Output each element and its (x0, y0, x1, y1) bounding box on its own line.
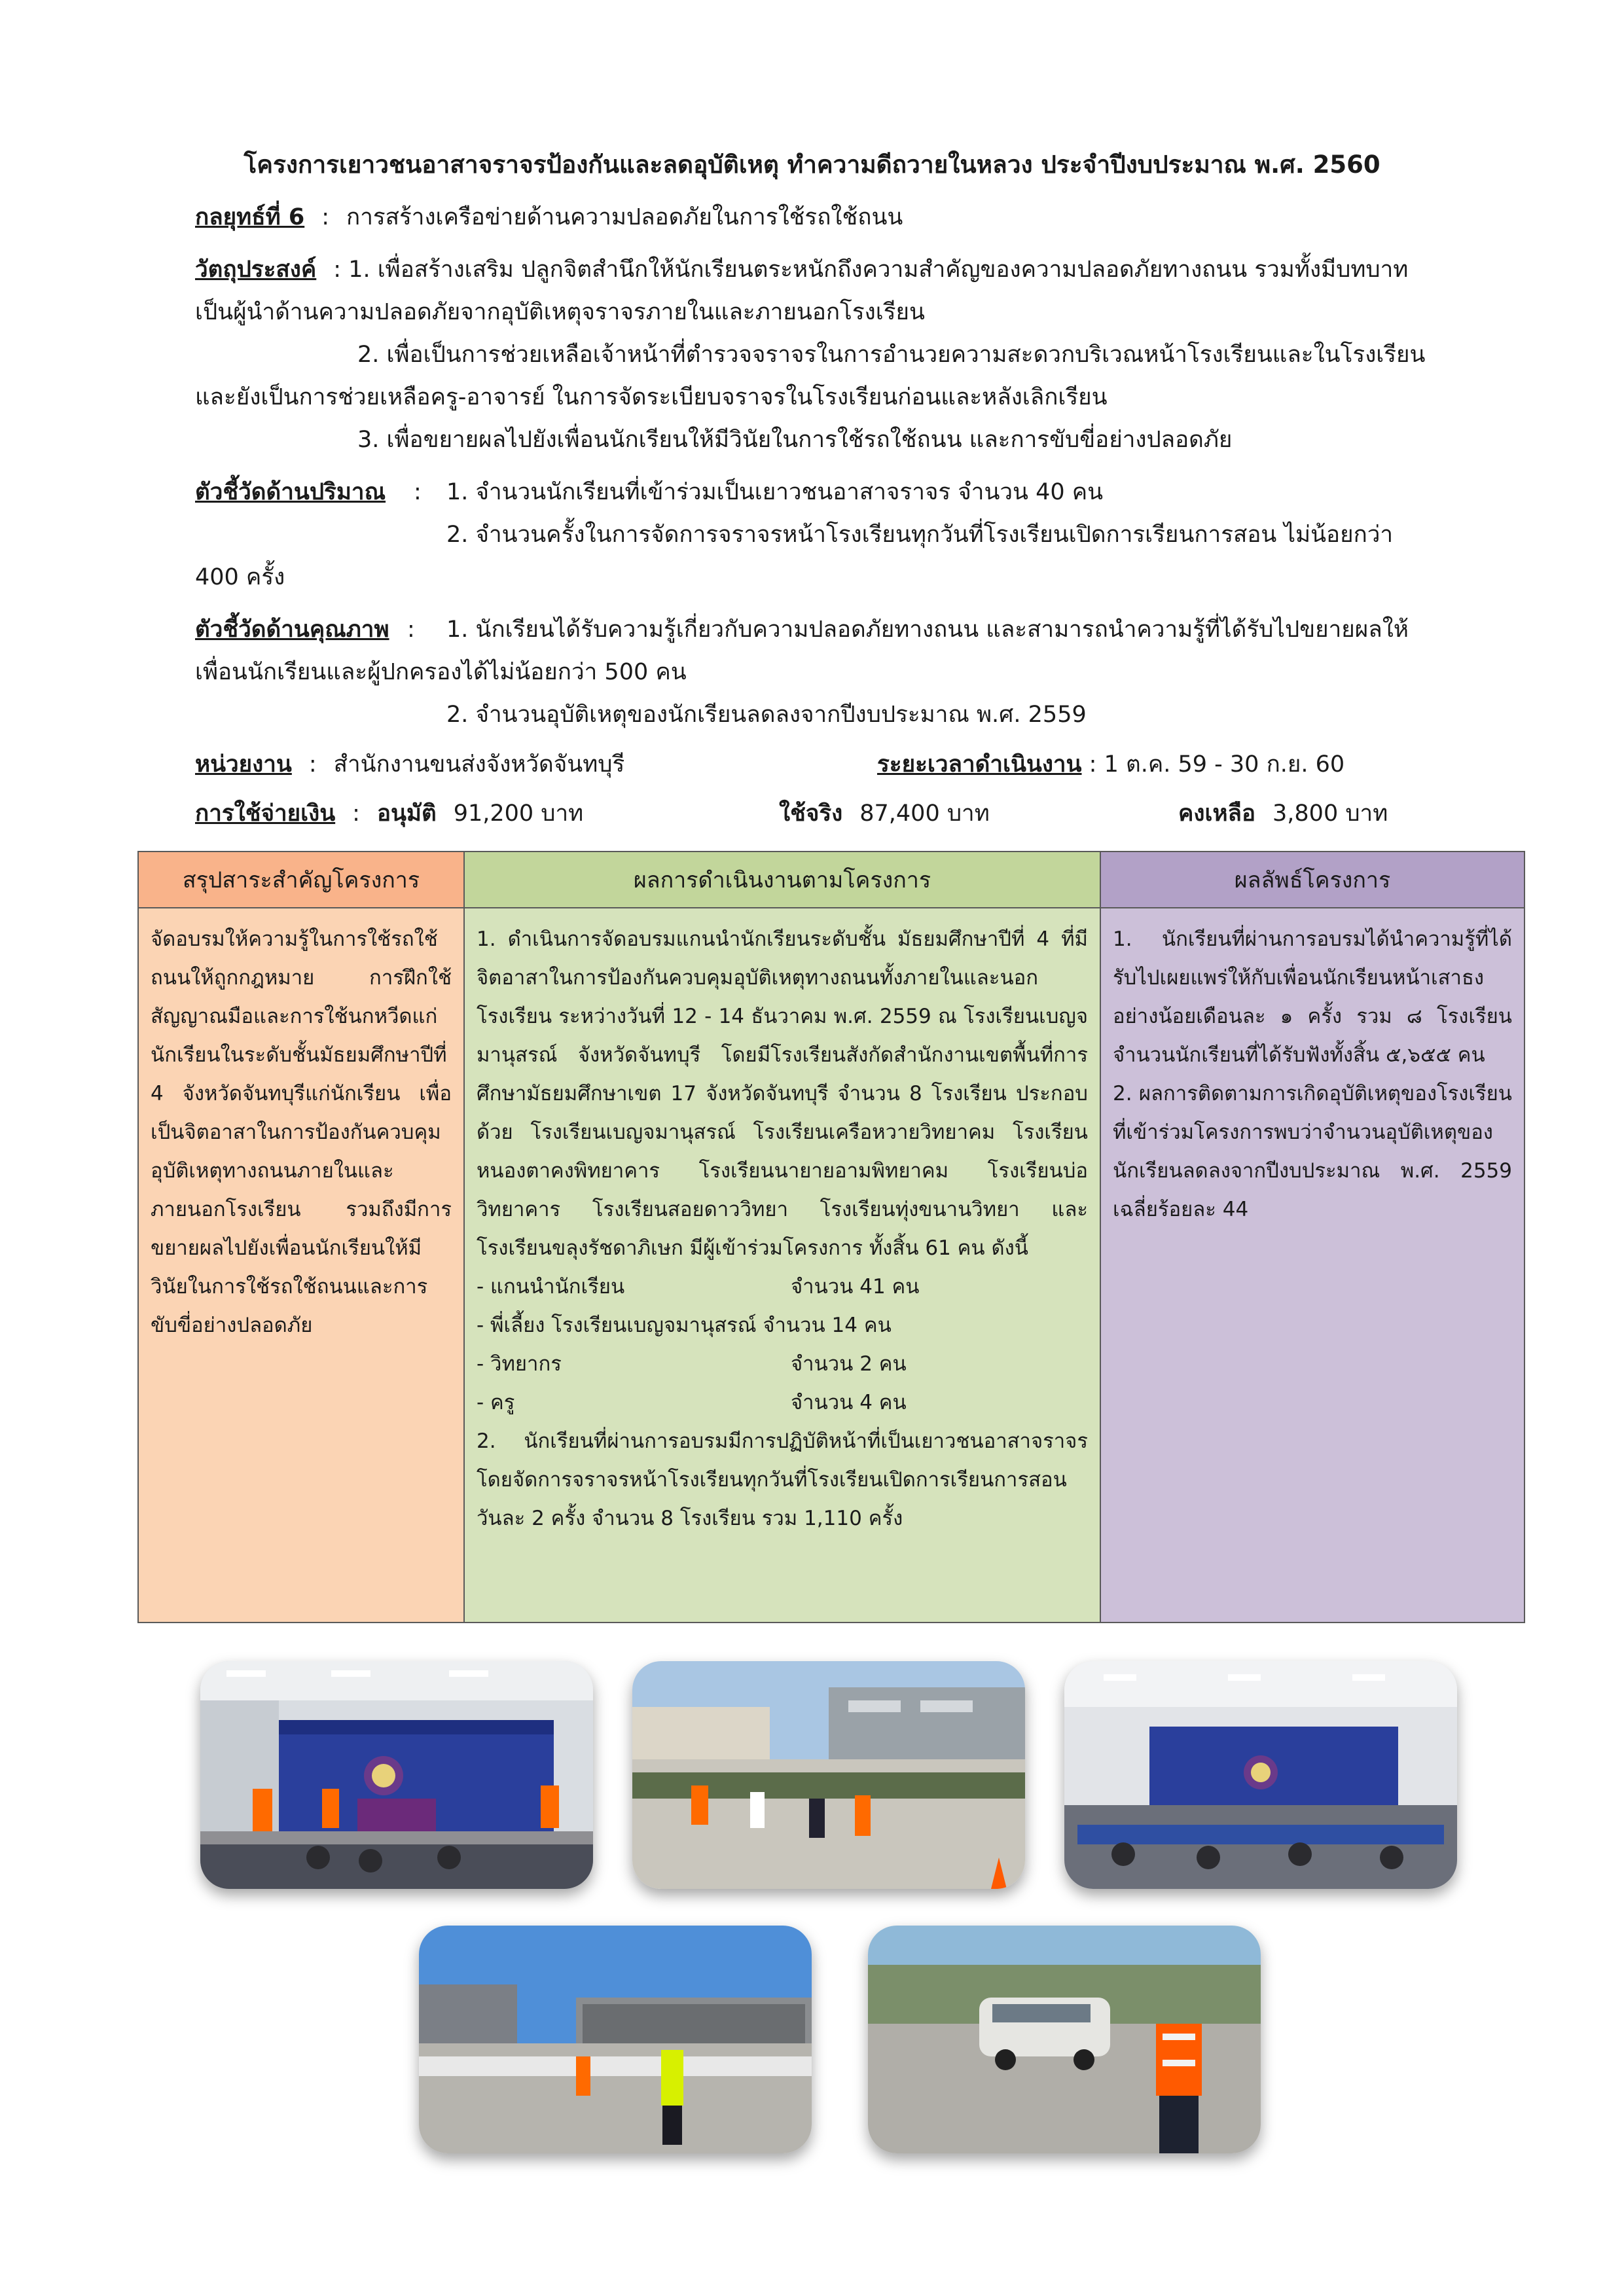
quantity-label: ตัวชี้วัดด้านปริมาณ (195, 479, 386, 505)
header-results: ผลการดำเนินงานตามโครงการ (464, 852, 1100, 908)
budget-approved-value: 91,200 บาท (453, 800, 584, 827)
participant-count: จำนวน 2 คน (791, 1352, 907, 1376)
training-hall-image (200, 1661, 593, 1889)
participant-item (477, 1384, 1088, 1422)
outcomes-cell (1100, 908, 1525, 1623)
participant-item (477, 1268, 1088, 1306)
quantity-line: 2. จำนวนครั้งในการจัดการจราจรหน้าโรงเรียนทุกวันที่โรงเรียนเปิดการเรียนการสอน ไม่น้อยกว่า (446, 522, 1394, 548)
quantity-row-1 (195, 476, 386, 509)
period-row (877, 748, 1344, 781)
participant-label: - ครู (477, 1391, 515, 1414)
strategy-label: กลยุทธ์ที่ 6 (195, 204, 305, 230)
period-colon: : (1089, 751, 1097, 778)
participant-count: จำนวน 41 คน (791, 1275, 920, 1299)
budget-remaining-label: คงเหลือ (1178, 800, 1256, 827)
participant-count: จำนวน 14 คน (763, 1314, 892, 1337)
budget-actual (779, 797, 990, 830)
agency-label: หน่วยงาน (195, 751, 292, 778)
header-summary: สรุปสาระสำคัญโครงการ (138, 852, 464, 908)
agency-value: สำนักงานขนส่งจังหวัดจันทบุรี (333, 751, 625, 778)
strategy-row (195, 201, 903, 234)
participant-label: - วิทยากร (477, 1352, 562, 1376)
results-intro: 1. ดำเนินการจัดอบรมแกนนำนักเรียนระดับชั้น มัธยมศึกษาปีที่ 4 ที่มีจิตอาสาในการป้องกันควบคุมอุบัติเหตุทางถนนทั้งภายในและนอกโรงเรียน ระหว่างวันที่ 12 - 14 ธันวาคม พ.ศ. 2559 ณ โรงเรียนเบญจมานุสรณ์ จังหวัดจันทบุรี โดยมีโรงเรียนสังกัดสำนักงานเขตพื้นที่การศึกษามัธยมศึกษาเขต 17 จังหวัดจันทบุรี จำนวน 8 โรงเรียน ประกอบด้วย โรงเรียนเบญจมานุสรณ์ โรงเรียนเครือหวายวิทยาคม โรงเรียนหนองตาคงพิทยาคาร โรงเรียนนายายอามพิทยาคม โรงเรียนบ่อวิทยาคาร โรงเรียนสอยดาววิทยา โรงเรียนทุ่งขนานวิทยา และ โรงเรียนขลุงรัชดาภิเษก มีผู้เข้าร่วมโครงการ ทั้งสิ้น 61 คน ดังนี้ (477, 927, 1088, 1260)
objective-line: และยังเป็นการช่วยเหลือครู-อาจารย์ ในการจัดระเบียบจราจรในโรงเรียนก่อนและหลังเลิกเรียน (195, 384, 1108, 410)
participant-count: จำนวน 4 คน (791, 1391, 907, 1414)
summary-cell (138, 908, 464, 1623)
quality-line: 2. จำนวนอุบัติเหตุของนักเรียนลดลงจากปีงบประมาณ พ.ศ. 2559 (446, 702, 1087, 728)
results-item-2: 2. นักเรียนที่ผ่านการอบรมมีการปฏิบัติหน้าที่เป็นเยาวชนอาสาจราจรโดยจัดการจราจรหน้าโรงเรียนทุกวันที่โรงเรียนเปิดการเรียนการสอน วันละ 2 ครั้ง จำนวน 8 โรงเรียน รวม 1,110 ครั้ง (477, 1429, 1088, 1530)
summary-text: จัดอบรมให้ความรู้ในการใช้รถใช้ถนนให้ถูกกฎหมาย การฝึกใช้สัญญาณมือและการใช้นกหวีดแก่นักเรียนในระดับชั้นมัธยมศึกษาปีที่ 4 จังหวัดจันทบุรีแก่นักเรียน เพื่อเป็นจิตอาสาในการป้องกันควบคุมอุบัติเหตุทางถนนภายในและภายนอกโรงเรียน รวมถึงมีการขยายผลไปยังเพื่อนนักเรียนให้มีวินัยในการใช้รถใช้ถนนและการขับขี่อย่างปลอดภัย (151, 927, 452, 1337)
roadside-duty-image (868, 1926, 1261, 2153)
traffic-direction-image (419, 1926, 812, 2153)
budget-label: การใช้จ่ายเงิน (195, 800, 336, 827)
quantity-colon: : (414, 479, 422, 505)
objectives-row-1 (195, 253, 1408, 286)
objectives-colon: : (333, 257, 342, 283)
street-practice-image (632, 1661, 1025, 1889)
strategy-text: การสร้างเครือข่ายด้านความปลอดภัยในการใช้รถใช้ถนน (346, 204, 903, 230)
document-title: โครงการเยาวชนอาสาจราจรป้องกันและลดอุบัติเหตุ ทำความดีถวายในหลวง ประจำปีงบประมาณ พ.ศ. 2560 (244, 151, 1380, 179)
quality-line: เพื่อนนักเรียนและผู้ปกครองได้ไม่น้อยกว่า 500 คน (195, 659, 687, 685)
objective-line: 1. เพื่อสร้างเสริม ปลูกจิตสำนึกให้นักเรียนตระหนักถึงความสำคัญของความปลอดภัยทางถนน รวมทั้งมีบทบาท (348, 257, 1409, 283)
quantity-line: 1. จำนวนนักเรียนที่เข้าร่วมเป็นเยาวชนอาสาจราจร จำนวน 40 คน (446, 479, 1104, 505)
period-label: ระยะเวลาดำเนินงาน (877, 751, 1082, 778)
project-summary-table (137, 851, 1525, 1623)
quality-row-1 (195, 613, 389, 646)
objective-line: เป็นผู้นำด้านความปลอดภัยจากอุบัติเหตุจราจรภายในและภายนอกโรงเรียน (195, 299, 925, 325)
photo-street-practice (632, 1661, 1025, 1889)
objectives-label: วัตถุประสงค์ (195, 257, 317, 283)
quality-label: ตัวชี้วัดด้านคุณภาพ (195, 617, 389, 643)
agency-colon: : (308, 751, 317, 778)
participant-label: - พี่เลี้ยง โรงเรียนเบญจมานุสรณ์ (477, 1314, 757, 1337)
photo-training-session (200, 1661, 593, 1889)
outcome-2: 2. ผลการติดตามการเกิดอุบัติเหตุของโรงเรียนที่เข้าร่วมโครงการพบว่าจำนวนอุบัติเหตุของนักเรียนลดลงจากปีงบประมาณ พ.ศ. 2559 เฉลี่ยร้อยละ 44 (1113, 1082, 1512, 1221)
agency-row (195, 748, 624, 781)
header-outcomes: ผลลัพธ์โครงการ (1100, 852, 1525, 908)
strategy-colon: : (321, 204, 329, 230)
budget-approved-label: อนุมัติ (376, 800, 437, 827)
photo-hall-audience (1064, 1661, 1457, 1889)
objective-line: 2. เพื่อเป็นการช่วยเหลือเจ้าหน้าที่ตำรวจจราจรในการอำนวยความสะดวกบริเวณหน้าโรงเรียนและในโรงเรียน (357, 342, 1426, 368)
budget-row (195, 797, 583, 830)
results-cell (464, 908, 1100, 1623)
quantity-line: 400 ครั้ง (195, 564, 285, 590)
outcome-1: 1. นักเรียนที่ผ่านการอบรมได้นำความรู้ที่ได้รับไปเผยแพร่ให้กับเพื่อนนักเรียนหน้าเสาธง อย่างน้อยเดือนละ ๑ ครั้ง รวม ๘ โรงเรียน จำนวนนักเรียนที่ได้รับฟังทั้งสิ้น ๕,๖๕๕ คน (1113, 927, 1512, 1067)
quality-line: 1. นักเรียนได้รับความรู้เกี่ยวกับความปลอดภัยทางถนน และสามารถนำความรู้ที่ได้รับไปขยายผลให้ (446, 617, 1409, 643)
period-value: 1 ต.ค. 59 - 30 ก.ย. 60 (1104, 751, 1345, 778)
table-header-row (138, 852, 1525, 908)
quality-colon: : (407, 617, 415, 643)
photo-roadside-duty (868, 1926, 1261, 2153)
hall-audience-image (1064, 1661, 1457, 1889)
participant-item (477, 1306, 1088, 1345)
participant-label: - แกนนำนักเรียน (477, 1275, 625, 1299)
participant-item (477, 1345, 1088, 1384)
budget-actual-value: 87,400 บาท (859, 800, 990, 827)
objective-line: 3. เพื่อขยายผลไปยังเพื่อนนักเรียนให้มีวินัยในการใช้รถใช้ถนน และการขับขี่อย่างปลอดภัย (357, 427, 1233, 453)
photo-traffic-direction (419, 1926, 812, 2153)
budget-colon: : (352, 800, 360, 827)
budget-remaining (1178, 797, 1388, 830)
budget-remaining-value: 3,800 บาท (1272, 800, 1388, 827)
table-row (138, 908, 1525, 1623)
budget-actual-label: ใช้จริง (779, 800, 843, 827)
